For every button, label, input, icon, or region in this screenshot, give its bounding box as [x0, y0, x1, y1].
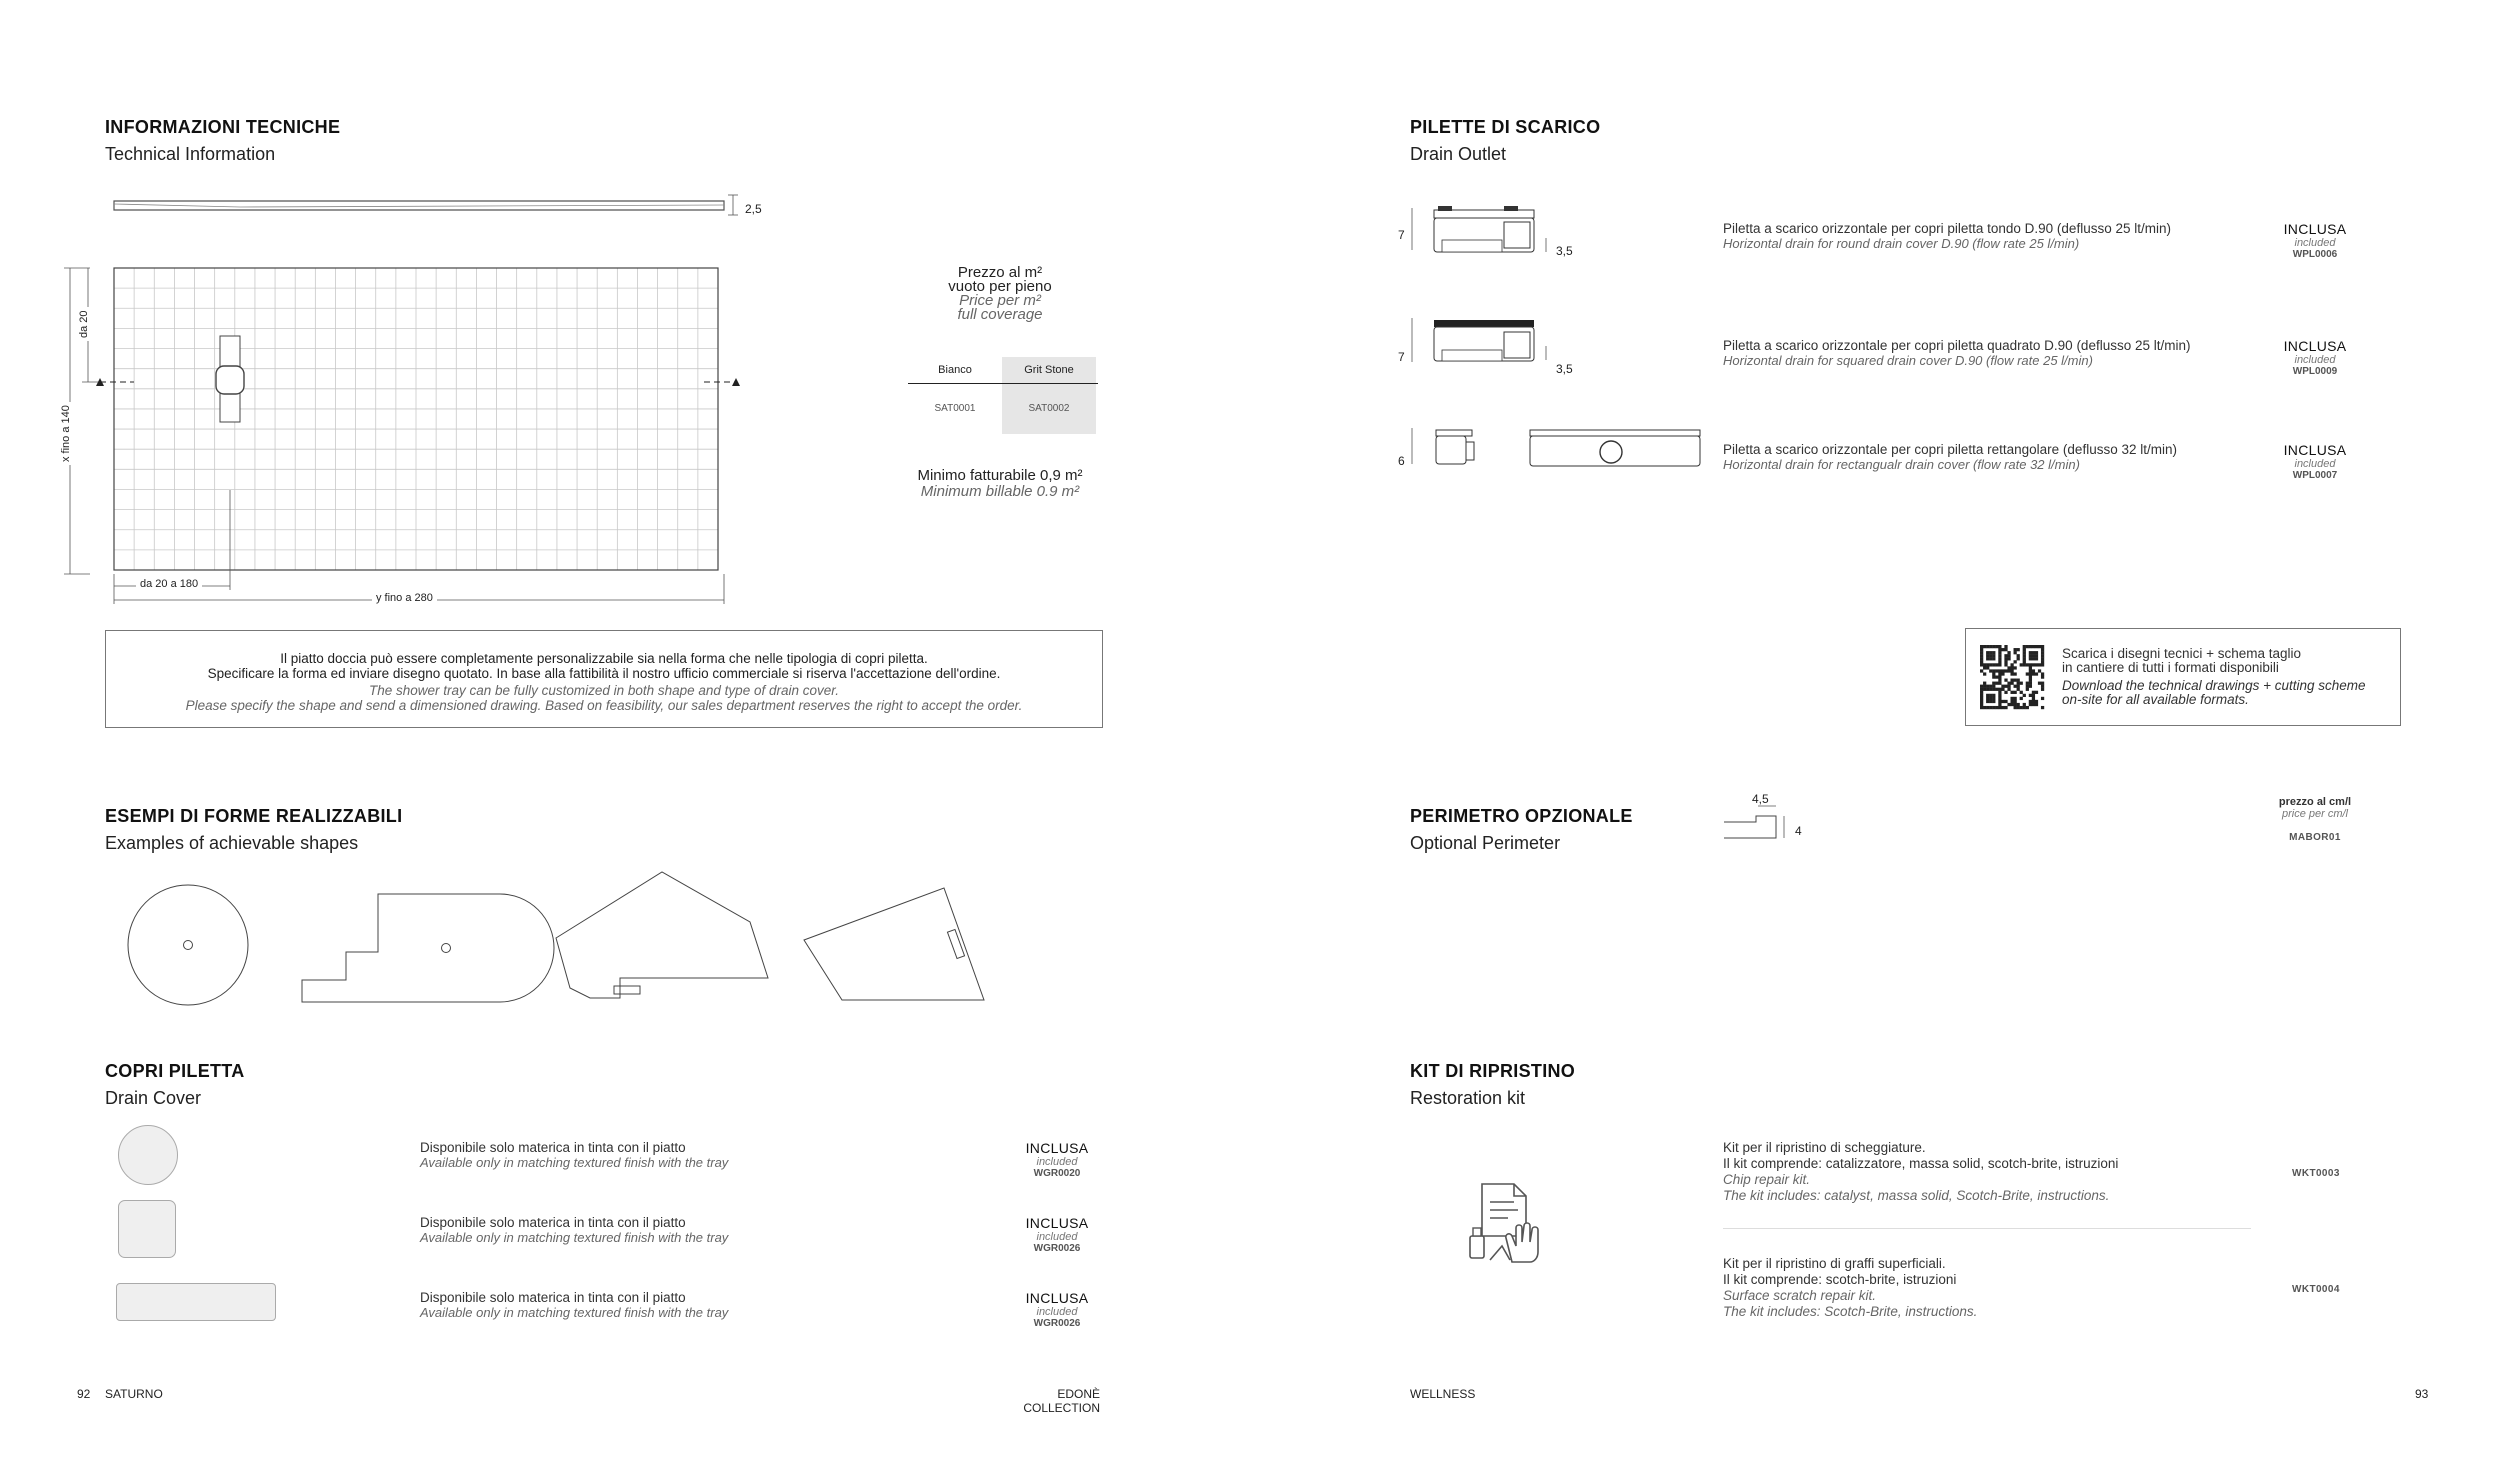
min-billable	[880, 468, 1120, 500]
shape-rounded	[302, 894, 554, 1002]
item-desc-it: Disponibile solo materica in tinta con il piatto	[420, 1290, 686, 1305]
table-code-bianco: SAT0001	[934, 403, 976, 414]
dim-thickness: 2,5	[745, 202, 762, 216]
kit-line-1: Kit per il ripristino di scheggiature.	[1723, 1140, 1926, 1155]
item-desc-it: Disponibile solo materica in tinta con il piatto	[420, 1215, 686, 1230]
price-en-2: full coverage	[957, 306, 1043, 323]
item-desc-it: Piletta a scarico orizzontale per copri piletta quadrato D.90 (deflusso 25 lt/min)	[1723, 338, 2191, 353]
drain-outlet-heading	[1410, 117, 1600, 165]
item-code: WPL0006	[2292, 249, 2338, 260]
note-it-1: Il piatto doccia può essere completamente personalizzabile sia nella forma che nelle tipologia di copri piletta.	[280, 651, 928, 666]
customization-note	[105, 630, 1103, 728]
item-desc-en: Horizontal drain for squared drain cover D.90 (flow rate 25 l/min)	[1723, 353, 2093, 368]
status-label: INCLUSA	[2283, 338, 2347, 354]
download-en-2: on-site for all available formats.	[2062, 692, 2249, 707]
drain-outlet-rect-drawing	[1412, 428, 1700, 466]
section-subtitle: Restoration kit	[1410, 1088, 1526, 1108]
kit-line-2: Il kit comprende: catalizzatore, massa solid, scotch-brite, istruzioni	[1723, 1156, 2119, 1171]
drain-outlet-item	[1723, 338, 2190, 368]
note-it-2: Specificare la forma ed inviare disegno quotato. In base alla fattibilità il nostro ufficio commerciale si riserva l'accettazione dell'ordine.	[207, 666, 1001, 681]
download-it-2: in cantiere di tutti i formati disponibili	[2062, 660, 2279, 675]
dim-x-min-wrap	[76, 310, 96, 375]
download-box[interactable]	[1965, 628, 2401, 726]
perimeter-price-en: price per cm/l	[2281, 808, 2349, 820]
status-en: included	[2294, 354, 2336, 366]
item-desc-it: Piletta a scarico orizzontale per copri piletta tondo D.90 (deflusso 25 lt/min)	[1723, 221, 2171, 236]
outlet-1-depth: 3,5	[1556, 244, 1573, 258]
shapes-heading	[105, 806, 402, 854]
dim-x-min: da 20	[78, 307, 90, 341]
restoration-heading	[1410, 1061, 1575, 1109]
status-label: INCLUSA	[2283, 221, 2347, 237]
footer-page-right: 93	[2415, 1387, 2429, 1401]
item-desc-en: Available only in matching textured finish with the tray	[420, 1230, 729, 1245]
price-en-1: Price per m²	[959, 292, 1041, 309]
item-desc-en: Horizontal drain for round drain cover D.90 (flow rate 25 l/min)	[1723, 236, 2080, 251]
download-it-1: Scarica i disegni tecnici + schema taglio	[2062, 646, 2301, 661]
price-table	[908, 357, 1098, 434]
status-label: INCLUSA	[1025, 1215, 1089, 1231]
drain-cover-status	[1012, 1215, 1102, 1254]
table-code-grit-stone: SAT0002	[1002, 384, 1096, 434]
shapes-drawings	[120, 870, 1020, 1010]
section-subtitle: Drain Outlet	[1410, 144, 1507, 164]
repair-kit-icon	[1462, 1180, 1552, 1270]
drain-cover-item	[420, 1215, 728, 1245]
price-it-1: Prezzo al m²	[957, 264, 1043, 281]
table-header-bianco: Bianco	[938, 364, 972, 376]
section-subtitle: Technical Information	[105, 144, 276, 164]
perimeter-heading	[1410, 806, 1633, 854]
drain-outlet-round-drawing	[1412, 206, 1546, 252]
price-block	[900, 266, 1100, 322]
section-subtitle: Optional Perimeter	[1410, 833, 1561, 853]
section-title: KIT DI RIPRISTINO	[1410, 1061, 1576, 1081]
kit-line-1: Kit per il ripristino di graffi superficiali.	[1723, 1256, 1946, 1271]
section-title: ESEMPI DI FORME REALIZZABILI	[105, 806, 403, 826]
perimeter-code: MABOR01	[2289, 832, 2341, 843]
rectangular-cover-icon	[116, 1283, 276, 1321]
item-desc-en: Available only in matching textured finish with the tray	[420, 1305, 729, 1320]
restoration-item	[1723, 1256, 1977, 1320]
item-desc-it: Piletta a scarico orizzontale per copri piletta rettangolare (deflusso 32 lt/min)	[1723, 442, 2177, 457]
note-en-2: Please specify the shape and send a dimensioned drawing. Based on feasibility, our sales department reserves the right to accept the order.	[185, 698, 1023, 713]
drain-cover-status	[1012, 1140, 1102, 1179]
status-label: INCLUSA	[1025, 1140, 1089, 1156]
drain-outlet-item	[1723, 221, 2171, 251]
item-code: WGR0026	[1033, 1318, 1081, 1329]
dim-y-label: y fino a 280	[372, 592, 437, 604]
outlet-2-depth: 3,5	[1556, 362, 1573, 376]
download-text	[2062, 647, 2366, 707]
kit-code: WKT0003	[2292, 1168, 2340, 1179]
kit-line-2: Il kit comprende: scotch-brite, istruzioni	[1723, 1272, 1957, 1287]
tray-profile-drawing	[110, 195, 770, 225]
perimeter-dim-h: 4	[1795, 824, 1802, 838]
section-title: PILETTE DI SCARICO	[1410, 117, 1601, 137]
dim-x-label: x fino a 140	[60, 402, 72, 465]
status-label: INCLUSA	[1025, 1290, 1089, 1306]
drain-cover-item	[420, 1290, 728, 1320]
tray-dimension-lines	[60, 260, 760, 610]
section-title: PERIMETRO OPZIONALE	[1410, 806, 1633, 826]
drain-outlet-square-drawing	[1412, 318, 1546, 362]
dim-x-label-wrap	[58, 395, 78, 475]
table-header-grit-stone: Grit Stone	[1002, 357, 1096, 383]
item-code: WPL0009	[2292, 366, 2338, 377]
drain-cover-item	[420, 1140, 728, 1170]
price-table-row	[908, 384, 1098, 434]
kit-line-4: The kit includes: catalyst, massa solid, Scotch-Brite, instructions.	[1723, 1188, 2110, 1203]
download-en-1: Download the technical drawings + cutting scheme	[2062, 678, 2366, 693]
item-code: WGR0020	[1033, 1168, 1081, 1179]
section-subtitle: Drain Cover	[105, 1088, 202, 1108]
item-code: WGR0026	[1033, 1243, 1081, 1254]
section-title: COPRI PILETTA	[105, 1061, 245, 1081]
status-label: INCLUSA	[2283, 442, 2347, 458]
status-en: included	[2294, 458, 2336, 470]
status-en: included	[1036, 1156, 1078, 1168]
drain-outlet-item	[1723, 442, 2177, 472]
perimeter-profile-drawing	[1720, 802, 1820, 852]
perimeter-dim-w: 4,5	[1752, 792, 1769, 806]
technical-heading	[105, 117, 340, 165]
dim-drain-offset: da 20 a 180	[136, 578, 202, 590]
drain-outlet-status	[2270, 338, 2360, 377]
drain-cover-status	[1012, 1290, 1102, 1329]
item-desc-en: Available only in matching textured finish with the tray	[420, 1155, 729, 1170]
kit-line-3: Surface scratch repair kit.	[1723, 1288, 1877, 1303]
shape-circle	[128, 885, 248, 1005]
divider	[1723, 1228, 2251, 1229]
outlet-3-height: 6	[1398, 454, 1405, 468]
price-table-header	[908, 357, 1098, 384]
footer-collection: EDONÈ COLLECTION	[1023, 1387, 1100, 1415]
footer-section: WELLNESS	[1410, 1387, 1476, 1401]
footer-model: SATURNO	[105, 1387, 163, 1401]
status-en: included	[2294, 237, 2336, 249]
item-desc-en: Horizontal drain for rectangualr drain cover (flow rate 32 l/min)	[1723, 457, 2080, 472]
square-cover-icon	[118, 1200, 176, 1258]
round-cover-icon	[118, 1125, 178, 1185]
item-desc-it: Disponibile solo materica in tinta con il piatto	[420, 1140, 686, 1155]
min-it: Minimo fatturabile 0,9 m²	[917, 467, 1083, 484]
outlet-1-height: 7	[1398, 228, 1405, 242]
status-en: included	[1036, 1306, 1078, 1318]
outlet-2-height: 7	[1398, 350, 1405, 364]
item-code: WPL0007	[2292, 470, 2338, 481]
perimeter-price	[2255, 796, 2375, 843]
section-subtitle: Examples of achievable shapes	[105, 833, 359, 853]
shape-polygon	[556, 872, 768, 998]
min-en: Minimum billable 0.9 m²	[920, 483, 1080, 500]
status-en: included	[1036, 1231, 1078, 1243]
qr-code-icon[interactable]	[1980, 645, 2044, 709]
perimeter-price-it: prezzo al cm/l	[2278, 796, 2352, 808]
drain-cover-heading	[105, 1061, 245, 1109]
shape-trapezoid	[804, 888, 984, 1000]
drain-outlet-status	[2270, 442, 2360, 481]
kit-line-4: The kit includes: Scotch-Brite, instructions.	[1723, 1304, 1978, 1319]
price-it-2: vuoto per pieno	[948, 278, 1052, 295]
section-title: INFORMAZIONI TECNICHE	[105, 117, 341, 137]
kit-line-3: Chip repair kit.	[1723, 1172, 1811, 1187]
footer-page-left: 92	[77, 1387, 91, 1401]
kit-code: WKT0004	[2292, 1284, 2340, 1295]
drain-outlet-status	[2270, 221, 2360, 260]
restoration-item	[1723, 1140, 2118, 1204]
note-en-1: The shower tray can be fully customized in both shape and type of drain cover.	[368, 683, 839, 698]
